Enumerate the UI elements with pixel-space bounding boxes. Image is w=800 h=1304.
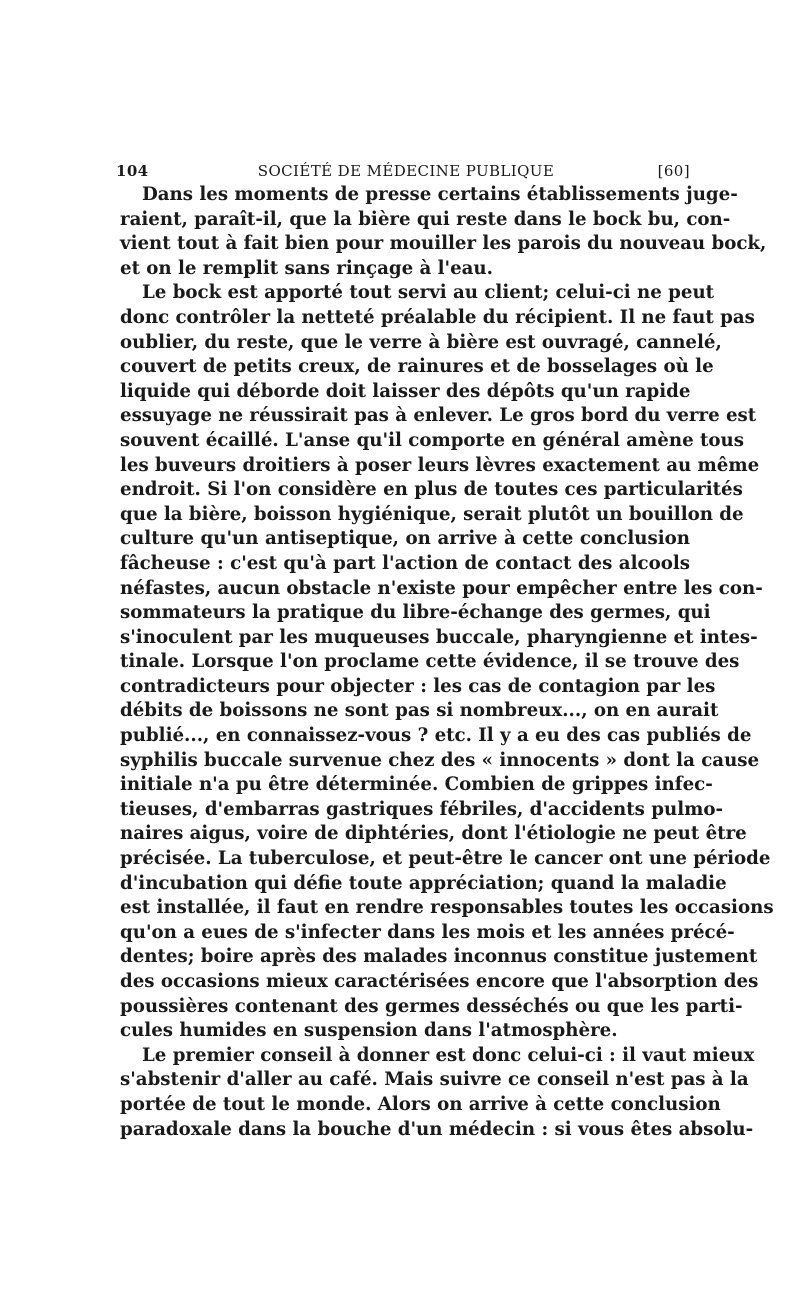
paragraph [120, 183, 767, 281]
text-line: Le bock est apporté tout servi au client; celui-ci ne peut [142, 282, 715, 304]
text-line: cules humides en suspension dans l'atmosphère. [120, 1020, 618, 1042]
text-line: s'abstenir d'aller au café. Mais suivre ce conseil n'est pas à la [120, 1069, 749, 1091]
running-head [116, 160, 690, 184]
text-line: donc contrôler la netteté préalable du récipient. Il ne faut pas [120, 306, 755, 328]
text-line: raient, paraît-il, que la bière qui reste dans le bock bu, con- [120, 208, 731, 230]
text-line: paradoxale dans la bouche d'un médecin : si vous êtes absolu- [120, 1118, 754, 1140]
text-line: que la bière, boisson hygiénique, serait plutôt un bouillon de [120, 503, 744, 525]
text-line: qu'on a eues de s'infecter dans les mois et les années précé- [120, 921, 735, 943]
text-line: fâcheuse : c'est qu'à part l'action de contact des alcools [120, 552, 690, 574]
text-line: poussières contenant des germes desséchés ou que les parti- [120, 995, 743, 1017]
page-number: 104 [116, 162, 149, 180]
text-line: initiale n'a pu être déterminée. Combien de grippes infec- [120, 774, 713, 796]
body-text [120, 183, 774, 1142]
text-line: portée de tout le monde. Alors on arrive à cette conclusion [120, 1093, 721, 1115]
text-line: oublier, du reste, que le verre à bière est ouvragé, cannelé, [120, 331, 722, 353]
journal-title: SOCIÉTÉ DE MÉDECINE PUBLIQUE [257, 162, 555, 180]
text-line: souvent écaillé. L'anse qu'il comporte en général amène tous [120, 429, 744, 451]
text-line: précisée. La tuberculose, et peut-être le cancer ont une période [120, 848, 771, 870]
text-line: liquide qui déborde doit laisser des dépôts qu'un rapide [120, 380, 691, 402]
text-line: néfastes, aucun obstacle n'existe pour empêcher entre les con- [120, 577, 763, 599]
text-line: naires aigus, voire de diphtéries, dont l'étiologie ne peut être [120, 823, 747, 845]
text-line: vient tout à fait bien pour mouiller les parois du nouveau bock, [120, 233, 767, 255]
text-line: tinale. Lorsque l'on proclame cette évidence, il se trouve des [120, 651, 740, 673]
text-line: Dans les moments de presse certains établissements juge- [142, 184, 738, 205]
text-line: couvert de petits creux, de rainures et de bosselages où le [120, 356, 714, 378]
text-line: publié..., en connaissez-vous ? etc. Il y a eu des cas publiés de [120, 725, 752, 747]
text-line: des occasions mieux caractérisées encore que l'absorption des [120, 971, 759, 992]
text-line: contradicteurs pour objecter : les cas de contagion par les [120, 675, 716, 697]
text-line: Le premier conseil à donner est donc celui-ci : il vaut mieux [142, 1044, 755, 1066]
text-line: sommateurs la pratique du libre-échange des germes, qui [120, 602, 711, 624]
text-line: et on le remplit sans rinçage à l'eau. [120, 257, 493, 279]
text-line: débits de boissons ne sont pas si nombreux..., on en aurait [120, 700, 719, 722]
text-line: s'inoculent par les muqueuses buccale, pharyngienne et intes- [120, 626, 758, 648]
text-line: syphilis buccale survenue chez des « innocents » dont la cause [120, 749, 760, 771]
signature-mark: [60] [657, 162, 690, 180]
paragraph [120, 281, 774, 1043]
text-line: est installée, il faut en rendre responsables toutes les occasions [120, 897, 774, 919]
text-line: d'incubation qui défie toute appréciation; quand la maladie [120, 872, 727, 894]
paragraph [120, 1044, 755, 1142]
text-line: essuyage ne réussirait pas à enlever. Le gros bord du verre est [120, 405, 757, 427]
text-line: les buveurs droitiers à poser leurs lèvres exactement au même [120, 454, 760, 476]
text-line: tieuses, d'embarras gastriques fébriles, d'accidents pulmo- [120, 798, 724, 820]
text-line: culture qu'un antiseptique, on arrive à cette conclusion [120, 528, 690, 550]
text-line: endroit. Si l'on considère en plus de toutes ces particularités [120, 479, 743, 501]
text-line: dentes; boire après des malades inconnus constitue justement [120, 946, 758, 968]
